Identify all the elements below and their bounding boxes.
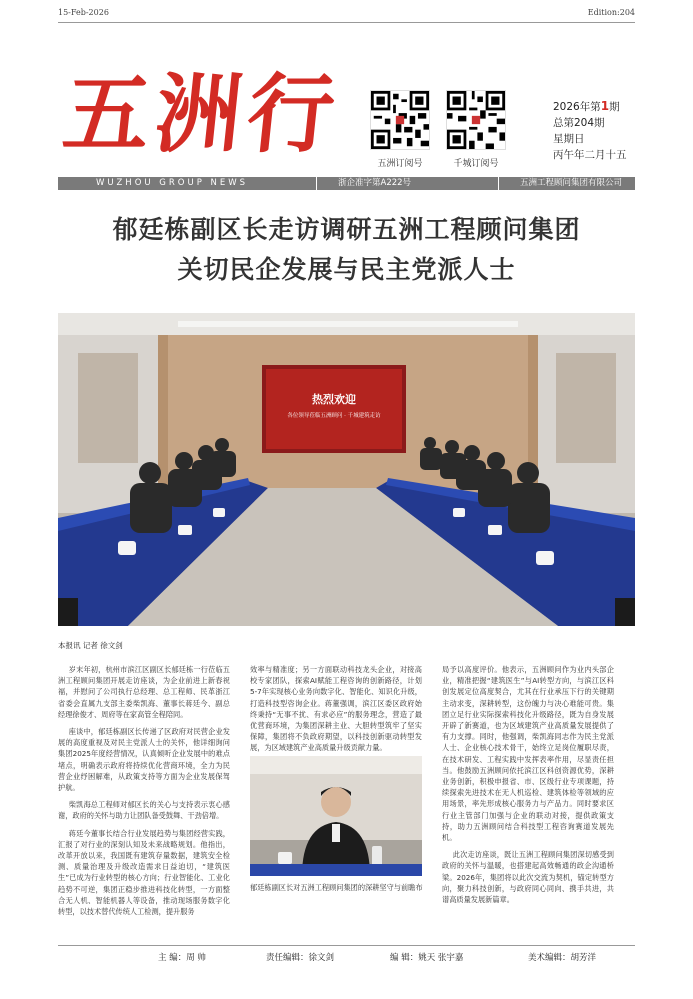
top-line: [58, 8, 635, 20]
footer-credits: [58, 951, 635, 963]
article-column-1: [58, 664, 230, 923]
qr-label-qiancheng: 千城订阅号: [453, 159, 499, 169]
main-photo: [58, 313, 635, 626]
bar-english-name: WUZHOU GROUP NEWS: [96, 178, 249, 188]
meeting-room-photo: [58, 313, 635, 626]
screen-subtitle: 各位领导莅临五洲顾问 · 千城建筑走访: [287, 413, 381, 419]
paragraph: 座谈中，郁廷栋副区长传递了区政府对民营企业发展的高度重视及对民主党派人士的关怀，他详细询问集团2025年度经营情况，认真倾听企业发展中的难点堵点，明确表示政府将持续优化营商环境，全力为民营企业纾困解难，从政策支持等方面为企业发展保驾护航。: [58, 727, 230, 793]
headline-line-2: 关切民企发展与民主党派人士: [177, 255, 516, 284]
art-editor: 美术编辑：胡芳洋: [528, 953, 597, 963]
paragraph: 效率与精准度；另一方面联动科技龙头企业，对接高校专家团队，探索AI赋能工程咨询的创新路径，计划5-7年实现核心业务向数字化、智能化、知识化升级，打造科技型咨询企业。蒋董强调，滨江区委区政府始终秉持“无事不扰、有求必应”的服务理念，营造了最优营商环境，为集团深耕主业、大胆转型筑牢了坚实保障，集团将不负政府期望，以科技创新驱动转型发展，为区域建筑产业高质量升级贡献力量。: [250, 665, 422, 753]
byline: 本报讯 记者 徐文剑: [58, 641, 123, 650]
inset-caption: 郁廷栋副区长对五洲工程顾问集团的深耕坚守与前瞻布: [250, 883, 423, 892]
masthead: [58, 60, 358, 170]
chief-editor: 主 编：周 帅: [158, 953, 206, 963]
lunar-date: 丙午年二月十五: [553, 149, 627, 161]
bar-divider: [498, 177, 499, 190]
qr-code-icon: [447, 91, 505, 149]
issue-number-line: [553, 98, 643, 115]
weekday: 星期日: [553, 133, 585, 145]
article-column-2: [250, 664, 422, 760]
bar-divider: [316, 177, 317, 190]
total-issue: 总第204期: [553, 117, 605, 129]
responsible-editor: 责任编辑：徐文剑: [266, 953, 335, 963]
qr-label-wuzhou: 五洲订阅号: [377, 159, 423, 169]
editors: 编 辑：姚天 张宇嘉: [390, 953, 464, 963]
paragraph: 岁末年初，杭州市滨江区副区长郁廷栋一行莅临五洲工程顾问集团开展走访座谈，为企业前进上新春祝福，并慰问了公司执行总经理、总工程师、民革浙江省委会直属九支部主委柴凯海、董事长蒋廷今、副总经理徐俊才、周府等在家高管全程陪同。: [58, 665, 230, 719]
qr-code-icon: [371, 91, 429, 149]
article-column-3: [442, 664, 614, 911]
bottom-rule: [58, 945, 635, 946]
bar-permit: 浙企准字第A222号: [338, 178, 412, 188]
paragraph: 局予以高度评价。他表示，五洲顾问作为业内头部企业，精准把握“建筑医生”与AI转型方向，与滨江区科创发展定位高度契合，尤其在行业承压下行的关键期主动求变，深耕转型，这份魄力与决心难能可贵。集团立足行业实际探索科技化升级路径，既为自身发展开辟了新赛道，也为区域建筑产业高质量发展提供了有力支撑。同时，他强调，柴凯海同志作为民主党派人士、企业核心技术骨干，始终立足岗位履职尽责，在技术研发、工程实践中发挥表率作用，尽显责任担当。他鼓励五洲顾问依托滨江区科创资源优势，深耕业务创新，积极申报省、市、区级行业专项课题，持续探索先进技术在无人机巡检、建筑体检等领域的应用场景，率先形成核心服务力与产品力。同时要求区行业主管部门加强与企业的联动对接，提供政策支持，助力五洲顾问结合科技型工程咨询赛道发展先机。: [442, 665, 614, 843]
bar-company: 五洲工程顾问集团有限公司: [520, 178, 623, 188]
masthead-bar: [58, 177, 635, 190]
paragraph: 蒋廷今董事长结合行业发展趋势与集团经营实践，汇报了对行业的深刻认知及未来战略规划。他指出，改革开放以来，我国既有建筑存量数据，建筑安全检测、质量治理及升级改造需求日益迫切，“建筑医生”已成为行业转型的核心方向；行业智能化、工业化趋势不可逆，集团正稳步推进科技化转型，一方面整合无人机、智能机器人等设备，推动现场服务数字化转型，以技术替代传统人工检测，提升服务: [58, 828, 230, 917]
edition-number: Edition:204: [587, 8, 635, 17]
screen-title: 热烈欢迎: [312, 393, 356, 406]
issue-info: [553, 98, 643, 163]
qr-code-wuzhou[interactable]: [370, 90, 430, 150]
top-rule: [58, 22, 635, 23]
issue-date: 15-Feb-2026: [58, 8, 109, 17]
issue-year-prefix: 2026年第: [553, 101, 601, 113]
issue-suffix: 期: [609, 101, 620, 113]
headline: [58, 210, 635, 290]
paragraph: 柴凯海总工程师对郁区长的关心与支持表示衷心感谢，政府的关怀与助力让团队备受鼓舞、干劲倍增。: [58, 800, 230, 821]
inset-photo: [250, 756, 422, 876]
newspaper-logo: 五洲行: [58, 64, 346, 165]
qr-code-qiancheng[interactable]: [446, 90, 506, 150]
issue-number: 1: [600, 99, 610, 113]
paragraph: 此次走访座谈，既让五洲工程顾问集团深切感受到政府的关怀与温暖，也搭建起高效畅通的政企沟通桥梁。2026年，集团将以此次交流为契机，锚定转型方向，聚力科技创新，与政府同心同向、携手共进，共谱高质量发展新篇章。: [442, 850, 614, 905]
portrait-photo: [250, 756, 422, 876]
headline-line-1: 郁廷栋副区长走访调研五洲工程顾问集团: [112, 215, 581, 244]
